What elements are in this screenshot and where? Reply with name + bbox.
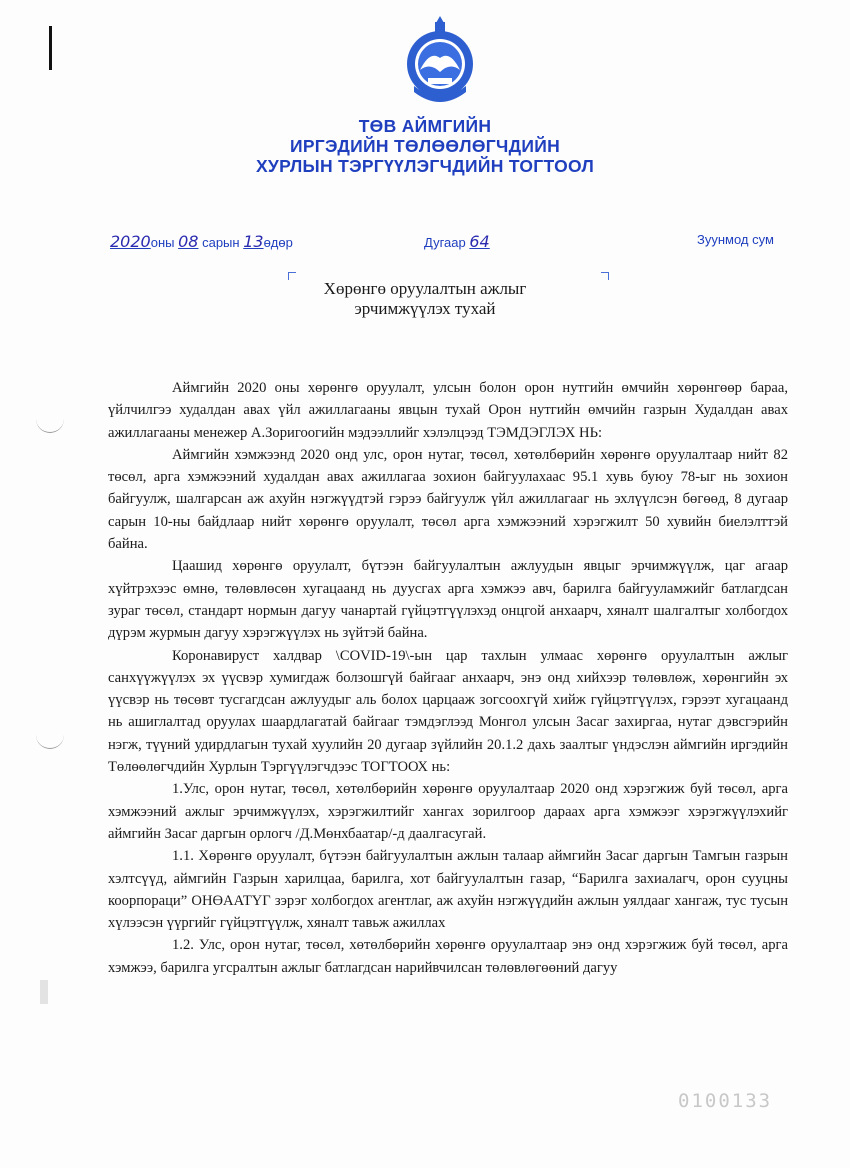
title-line-2: эрчимжүүлэх тухай	[354, 299, 496, 318]
header-line-representatives: ИРГЭДИЙН ТӨЛӨӨЛӨГЧДИЙН	[289, 136, 561, 156]
header-line-aimag: ТӨВ АЙМГИЙН	[358, 116, 492, 136]
paragraph: Аймгийн 2020 оны хөрөнгө оруулалт, улсын болон орон нутгийн өмчийн хөрөнгөөр бараа, үйлчилгээ худалдан авах үйл ажиллагааны явцын тухай Орон нутгийн өмчийн газрын Худалдан авах ажиллагааны менежер А.Зоригоогийн мэдээллийг хэлэлцээд ТЭМДЭГЛЭХ НЬ:	[108, 380, 788, 441]
punch-hole-mark	[36, 418, 64, 433]
title-line-1: Хөрөнгө оруулалтын ажлыг	[323, 279, 527, 298]
paragraph: 1.Улс, орон нутаг, төсөл, хөтөлбөрийн хөрөнгө оруулалтаар 2020 онд хэрэгжиж буй төсөл, арга хэмжээний ажлыг эрчимжүүлэх, хэрэгжилтийг хангах зорилгоор дараах арга хэмжээг хэрэгжүүлэхийг аймгийн Засаг даргын орлогч /Д.Мөнхбаатар/-д даалгасугай.	[108, 781, 788, 842]
header-line-resolution: ХУРЛЫН ТЭРГҮҮЛЭГЧДИЙН ТОГТООЛ	[255, 156, 595, 176]
scan-smudge	[40, 980, 48, 1004]
date-line	[110, 232, 293, 251]
paragraph: Аймгийн хэмжээнд 2020 онд улс, орон нутаг, төсөл, хөтөлбөрийн хөрөнгө оруулалтаар нийт 82 төсөл, арга хэмжээний худалдан авах ажиллагаа зохион байгуулахаас 95.1 хувь буюу 78-ыг нь зохион байгуулж, шалгарсан аж ахуйн нэгжүүдтэй гэрээ байгуулж үйл ажиллагааг нь эхлүүлсэн бөгөөд, 8 дугаар сарын 10-ны байдлаар нийт хөрөнгө оруулалт, төсөл арга хэмжээний хэрэгжилт 50 хувийн биелэлттэй байна.	[108, 446, 788, 553]
serial-number-stamp: 0100133	[678, 1090, 773, 1112]
document-body	[108, 377, 788, 979]
month-handwritten: 08	[178, 232, 199, 251]
punch-hole-mark	[36, 734, 64, 749]
number-label: Дугаар	[424, 235, 466, 250]
paragraph: 1.2. Улс, орон нутаг, төсөл, хөтөлбөрийн хөрөнгө оруулалтаар энэ онд хэрэгжиж буй төсөл, арга хэмжээ, барилга угсралтын ажлыг батлагдсан нарийвчилсан төлөвлөгөөний дагуу	[108, 937, 788, 976]
day-label: өдөр	[263, 235, 293, 250]
paragraph: 1.1. Хөрөнгө оруулалт, бүтээн байгуулалтын ажлын талаар аймгийн Засаг даргын Тамгын газрын хэлтсүүд, аймгийн Газрын харилцаа, барилга, хот байгуулалтын газар, “Барилга захиалагч, орон сууцны коорпораци” ОНӨААТҮГ зэрэг холбогдох агентлаг, аж ахуйн нэгжүүдийн ажлын уялдааг хангаж, тус тусын хүлээсэн үүргийг гүйцэтгүүлж, хяналт тавьж ажиллах	[108, 848, 788, 932]
number-handwritten: 64	[469, 232, 490, 251]
paragraph: Цаашид хөрөнгө оруулалт, бүтээн байгуулалтын ажлуудын явцыг эрчимжүүлж, цаг агаар хүйтрэхээс өмнө, төлөвлөсөн хугацаанд нь дуусгах арга хэмжээ авч, барилга байгууламжийг батлагдсан зураг төсөл, стандарт нормын дагуу чанартай гүйцэтгүүлэхэд онцгой анхаарч, хяналт шалгалтыг холбогдох дүрэм журмын дагуу хэрэгжүүлэх нь зүйтэй байна.	[108, 558, 788, 642]
number-line	[424, 232, 490, 251]
paragraph: Коронавируст халдвар \COVID-19\-ын цар тахлын улмаас хөрөнгө оруулалтын ажлыг санхүүжүүлэх эх үүсвэр хумигдаж болзошгүй байгааг анхаарч, энэ онд хийхээр төлөвлөж, хөрөнгийн эх үүсвэр нь төсөвт тусгагдсан ажлуудыг аль болох царцааж зогсоохгүй хийж гүйцэтгүүлэх, гэрээт хугацаанд нь ашиглалтад оруулах шаардлагатай байгааг тэмдэглээд Монгол улсын Засаг захиргаа, нутаг дэвсгэрийн нэгж, түүний удирдлагын тухай хуулийн 20 дугаар зүйлийн 20.1.2 дахь заалтыг үндэслэн аймгийн иргэдийн Төлөөлөгчдийн Хурлын Тэргүүлэгчдээс ТОГТООХ нь:	[108, 647, 788, 776]
year-handwritten: 2020	[110, 232, 151, 251]
margin-mark	[49, 26, 52, 70]
month-label: сарын	[202, 235, 240, 250]
state-emblem-icon	[404, 14, 476, 114]
place-label: Зуунмод сум	[697, 232, 774, 247]
day-handwritten: 13	[243, 232, 264, 251]
year-label: оны	[150, 235, 175, 250]
